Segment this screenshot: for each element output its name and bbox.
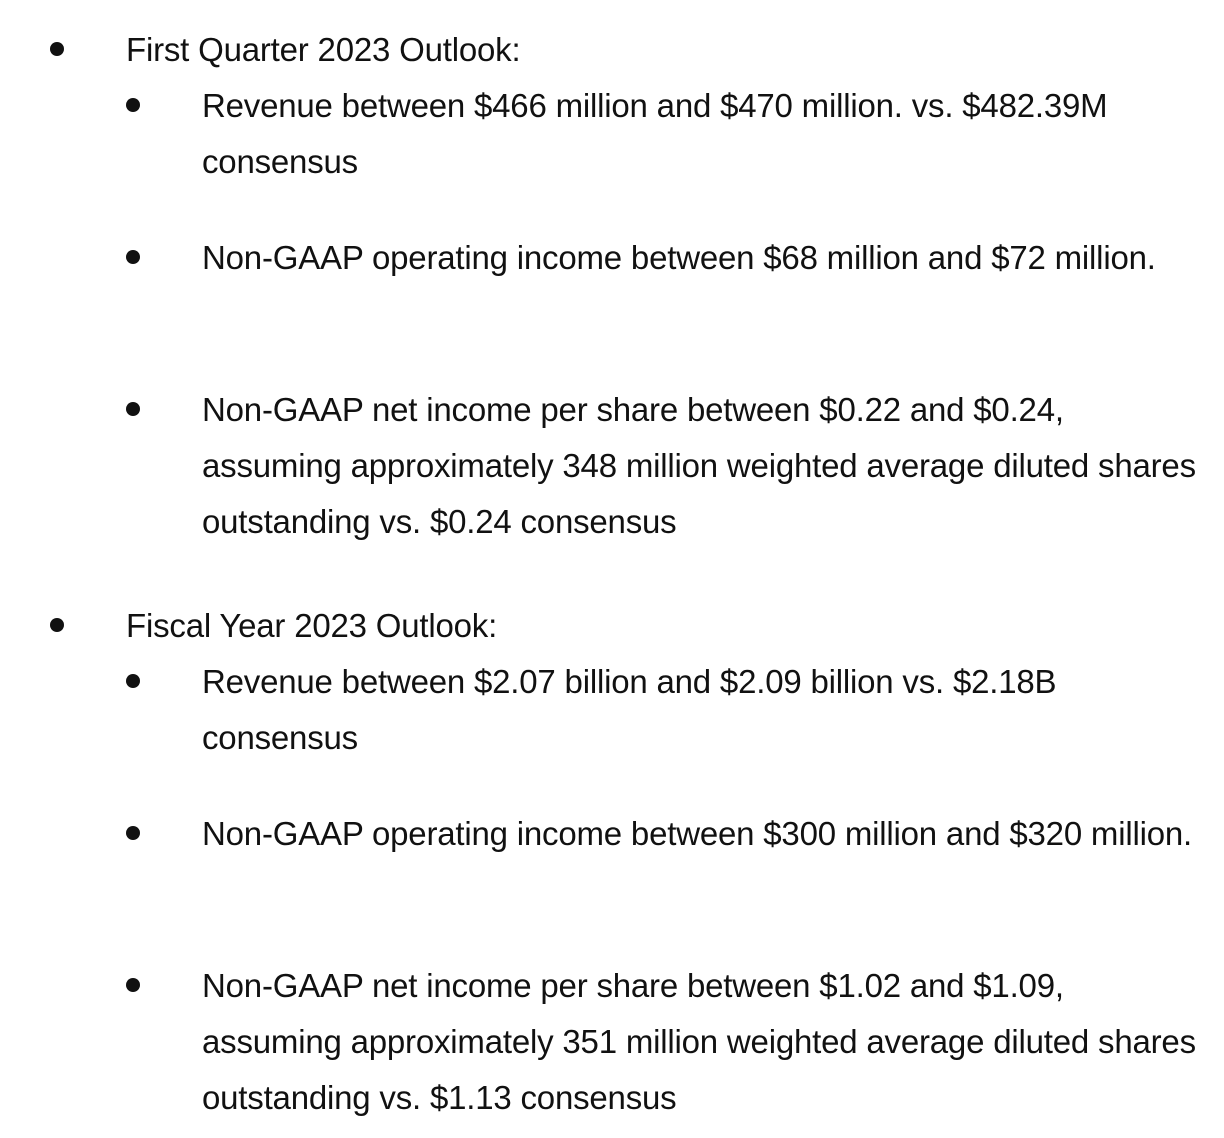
bullet-icon bbox=[50, 618, 64, 632]
list-item-text: Non-GAAP net income per share between $0.22 and $0.24, assuming approximately 348 million weighted average diluted shares outstanding vs. $0.24 consensus bbox=[202, 391, 1196, 540]
section-heading: Fiscal Year 2023 Outlook: bbox=[126, 607, 498, 644]
bullet-icon bbox=[126, 402, 140, 416]
list-item-text: Non-GAAP operating income between $300 million and $320 million. bbox=[202, 815, 1193, 852]
list-item-text: Revenue between $466 million and $470 million. vs. $482.39M consensus bbox=[202, 87, 1108, 180]
bullet-icon bbox=[126, 98, 140, 112]
list-item-text: Revenue between $2.07 billion and $2.09 billion vs. $2.18B consensus bbox=[202, 663, 1057, 756]
list-item-text: Non-GAAP net income per share between $1.02 and $1.09, assuming approximately 351 million weighted average diluted shares outstanding vs. $1.13 consensus bbox=[202, 967, 1196, 1116]
bullet-icon bbox=[126, 978, 140, 992]
bullet-icon bbox=[126, 250, 140, 264]
section-heading: First Quarter 2023 Outlook: bbox=[126, 31, 521, 68]
list-item-text: Non-GAAP operating income between $68 million and $72 million. bbox=[202, 239, 1156, 276]
bullet-icon bbox=[50, 42, 64, 56]
bullet-icon bbox=[126, 674, 140, 688]
bullet-icon bbox=[126, 826, 140, 840]
